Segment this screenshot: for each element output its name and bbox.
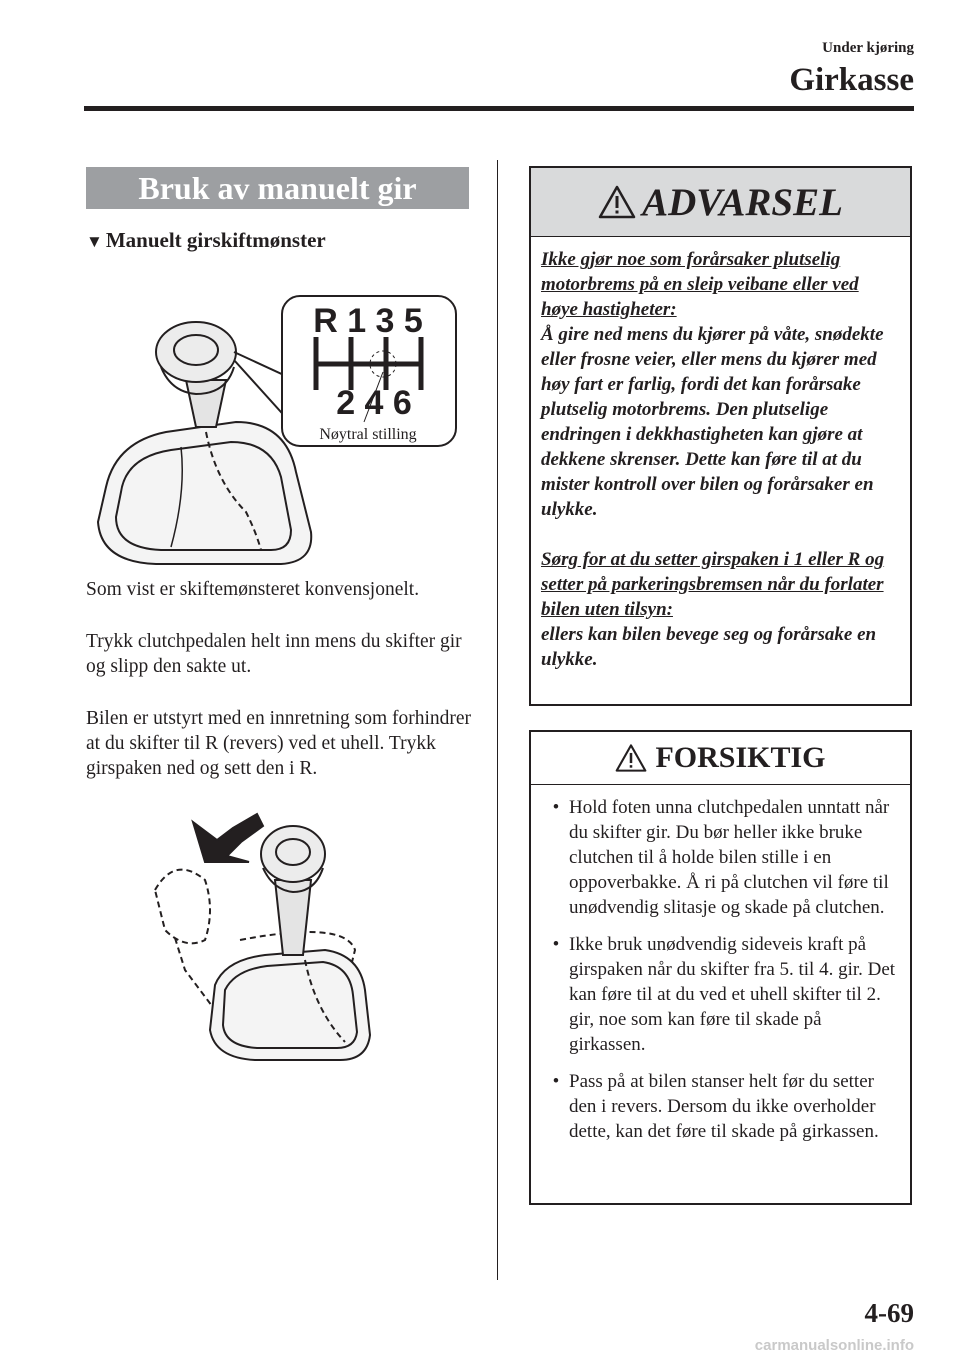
warning-box bbox=[529, 166, 912, 706]
caution-triangle-icon bbox=[615, 743, 647, 773]
shift-pattern-figure bbox=[86, 282, 476, 572]
caution-title: FORSIKTIG bbox=[655, 741, 826, 774]
bullet-dot-icon: • bbox=[552, 1071, 560, 1092]
bullet-dot-icon: • bbox=[552, 934, 560, 955]
warning-body bbox=[531, 237, 910, 672]
paragraph-2: Trykk clutchpedalen helt inn mens du skifter gir og slipp den sakte ut. bbox=[86, 631, 462, 677]
subheading bbox=[86, 228, 326, 253]
warning-title: ADVARSEL bbox=[642, 180, 843, 224]
gear-labels-top: R 1 3 5 bbox=[313, 302, 423, 340]
caution-header bbox=[531, 732, 910, 785]
column-divider bbox=[497, 160, 498, 1280]
subheading-text: Manuelt girskiftmønster bbox=[105, 228, 326, 252]
neutral-caption: Nøytral stilling bbox=[319, 426, 417, 443]
caution-bullet-text: Pass på at bilen stanser helt før du setter den i revers. Dersom du ikke overholder dette, kan det føre til skade på girkassen. bbox=[569, 1071, 879, 1142]
caution-body bbox=[531, 785, 910, 1144]
running-header-title: Girkasse bbox=[789, 62, 914, 98]
caution-bullet bbox=[543, 1069, 900, 1144]
header-rule bbox=[84, 106, 914, 111]
warning-heading-1: Ikke gjør noe som forårsaker plutselig motorbrems på en sleip veibane eller ved høye hastigheter: bbox=[541, 249, 859, 320]
page-number: 4-69 bbox=[864, 1298, 914, 1328]
section-title: Bruk av manuelt gir bbox=[86, 167, 469, 209]
footer-watermark: carmanualsonline.info bbox=[754, 1337, 914, 1354]
bullet-dot-icon: • bbox=[552, 797, 560, 818]
caution-box bbox=[529, 730, 912, 1205]
triangle-marker-icon: ▼ bbox=[86, 232, 103, 251]
gear-labels-bottom: 2 4 6 bbox=[336, 384, 412, 422]
caution-bullet bbox=[543, 932, 900, 1057]
warning-triangle-icon bbox=[598, 185, 636, 219]
reverse-shift-figure bbox=[145, 810, 380, 1065]
caution-bullet bbox=[543, 795, 900, 920]
warning-heading-2: Sørg for at du setter girspaken i 1 eller R og setter på parkeringsbremsen når du forlater bilen uten tilsyn: bbox=[541, 549, 885, 620]
caution-bullet-text: Hold foten unna clutchpedalen unntatt når du skifter gir. Du bør heller ikke bruke clutchen til å holde bilen stille i en oppoverbakke. Å ri på clutchen vil føre til unødvendig slitasje og skade på clutchen. bbox=[569, 797, 890, 918]
warning-header bbox=[531, 168, 910, 237]
paragraph-3: Bilen er utstyrt med en innretning som forhindrer at du skifter til R (revers) ved et uhell. Trykk girspaken ned og sett den i R. bbox=[86, 708, 472, 779]
running-header-section: Under kjøring bbox=[822, 40, 914, 56]
warning-text-2: ellers kan bilen bevege seg og forårsake en ulykke. bbox=[541, 624, 877, 670]
warning-text-1: Å gire ned mens du kjører på våte, snødekte eller frosne veier, eller mens du kjører med høy fart er farlig, fordi det kan forårsake plutselig motorbrems. Den plutselige endringen i dekkhastigheten kan gjøre at dekkene skrenser. Dette kan føre til at du mister kontroll over bilen og forårsaker en ulykke. bbox=[541, 324, 884, 520]
paragraph-1: Som vist er skiftemønsteret konvensjonelt. bbox=[86, 579, 420, 600]
caution-bullet-text: Ikke bruk unødvendig sideveis kraft på girspaken når du skifter fra 5. til 4. gir. Det kan føre til at du ved et uhell skifter til 2. gir, noe som kan føre til skade på girkassen. bbox=[569, 934, 896, 1055]
